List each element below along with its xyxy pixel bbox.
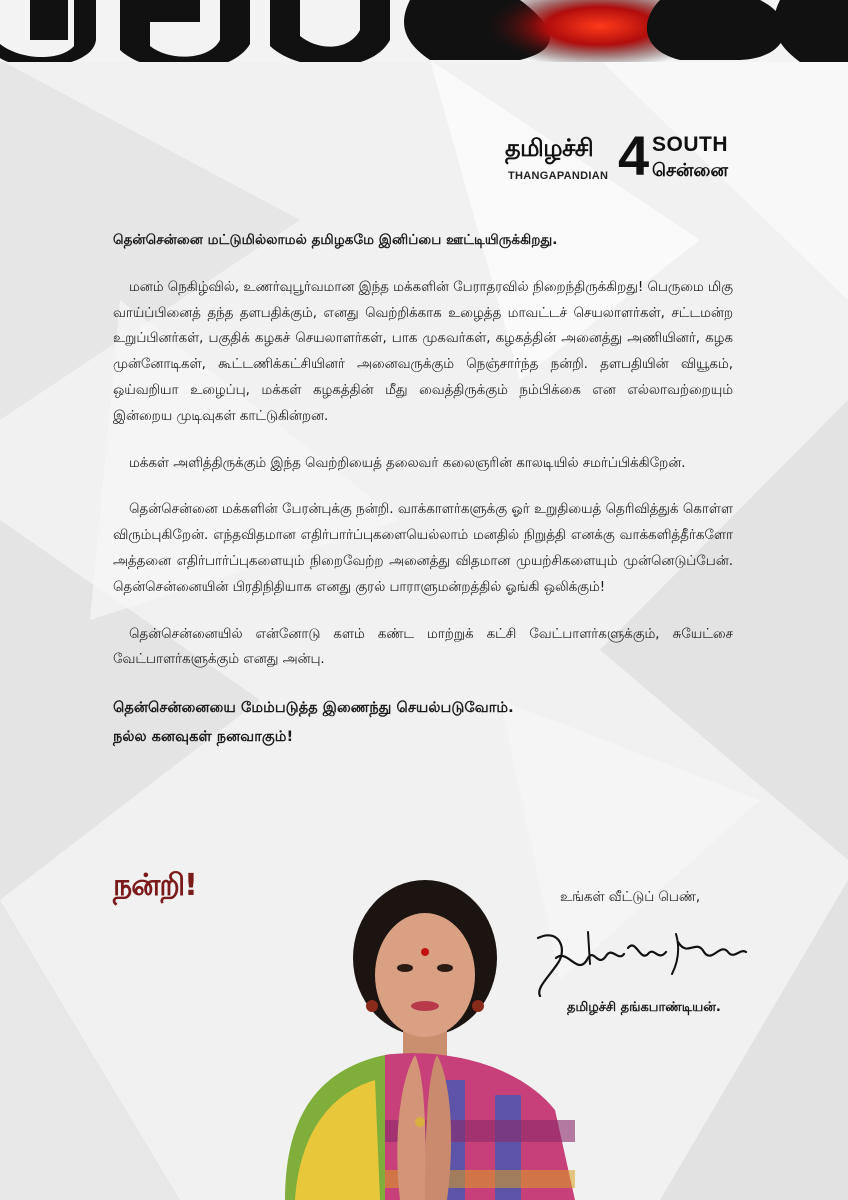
top-banner (0, 0, 848, 62)
handwritten-signature (528, 918, 750, 998)
logo-chennai: சென்னை (652, 160, 728, 181)
closing-block (113, 693, 733, 751)
closing-line-2: நல்ல கனவுகள் நனவாகும்! (113, 728, 294, 746)
paragraph-4: தென்சென்னையில் என்னோடு களம் கண்ட மாற்றுக் கட்சி வேட்பாளர்களுக்கும், சுயேட்சை வேட்பாளர்களுக்கும் எனது அன்பு. (113, 626, 733, 668)
signer-name: தமிழச்சி தங்கபாண்டியன். (567, 1000, 721, 1015)
paragraph-1: மனம் நெகிழ்வில், உணர்வுபூர்வமான இந்த மக்களின் பேராதரவில் நிறைந்திருக்கிறது! பெருமை மிகு வாய்ப்பினைத் தந்த தளபதிக்கும், எனது வெற்றிக்காக உழைத்த மாவட்டச் செயலாளர்கள், சட்டமன்ற உறுப்பினர்கள், பகுதிக் கழகச் செயலாளர்கள், பாக முகவர்கள், கழகத்தின் அனைத்து அணியினர், கழக முன்னோடிகள், கூட்டணிக்கட்சியினர் அனைவருக்கும் நெஞ்சார்ந்த நன்றி. தளபதியின் வியூகம், ஒய்வறியா உழைப்பு, மக்கள் கழகத்தின் மீது வைத்திருக்கும் நம்பிக்கை என எல்லாவற்றையும் இன்றைய முடிவுகள் காட்டுகின்றன. (113, 279, 733, 424)
logo-tamil-name: தமிழச்சி (505, 134, 594, 162)
logo-number: 4 (618, 124, 650, 187)
thanks-heading: நன்றி! (113, 868, 197, 903)
paragraph-2: மக்கள் அளித்திருக்கும் இந்த வெற்றியைத் தலைவர் கலைஞரின் காலடியில் சமர்ப்பிக்கிறேன். (129, 455, 686, 471)
logo-south: SOUTH (652, 133, 728, 156)
letter-heading: தென்சென்னை மட்டுமில்லாமல் தமிழகமே இனிப்பை ஊட்டியிருக்கிறது. (113, 232, 558, 248)
campaign-logo (505, 124, 745, 192)
logo-surname: THANGAPANDIAN (508, 170, 609, 182)
letter-body (113, 228, 733, 751)
signoff-text: உங்கள் வீட்டுப் பெண், (560, 890, 701, 905)
closing-line-1: தென்சென்னையை மேம்படுத்த இணைந்து செயல்படுவோம். (113, 699, 514, 717)
paragraph-3: தென்சென்னை மக்களின் பேரன்புக்கு நன்றி. வாக்காளர்களுக்கு ஓர் உறுதியைத் தெரிவித்துக் கொள்ள விரும்புகிறேன். எந்தவிதமான எதிர்பார்ப்புகளையெல்லாம் மனதில் நிறுத்தி எனக்கு வாக்களித்தீர்களோ அத்தனை எதிர்பார்ப்புகளையும் நிறைவேற்ற அனைத்து விதமான முயற்சிகளையும் முன்னெடுப்பேன். தென்சென்னையின் பிரதிநிதியாக எனது குரல் பாராளுமன்றத்தில் ஓங்கி ஒலிக்கும்! (113, 502, 733, 595)
